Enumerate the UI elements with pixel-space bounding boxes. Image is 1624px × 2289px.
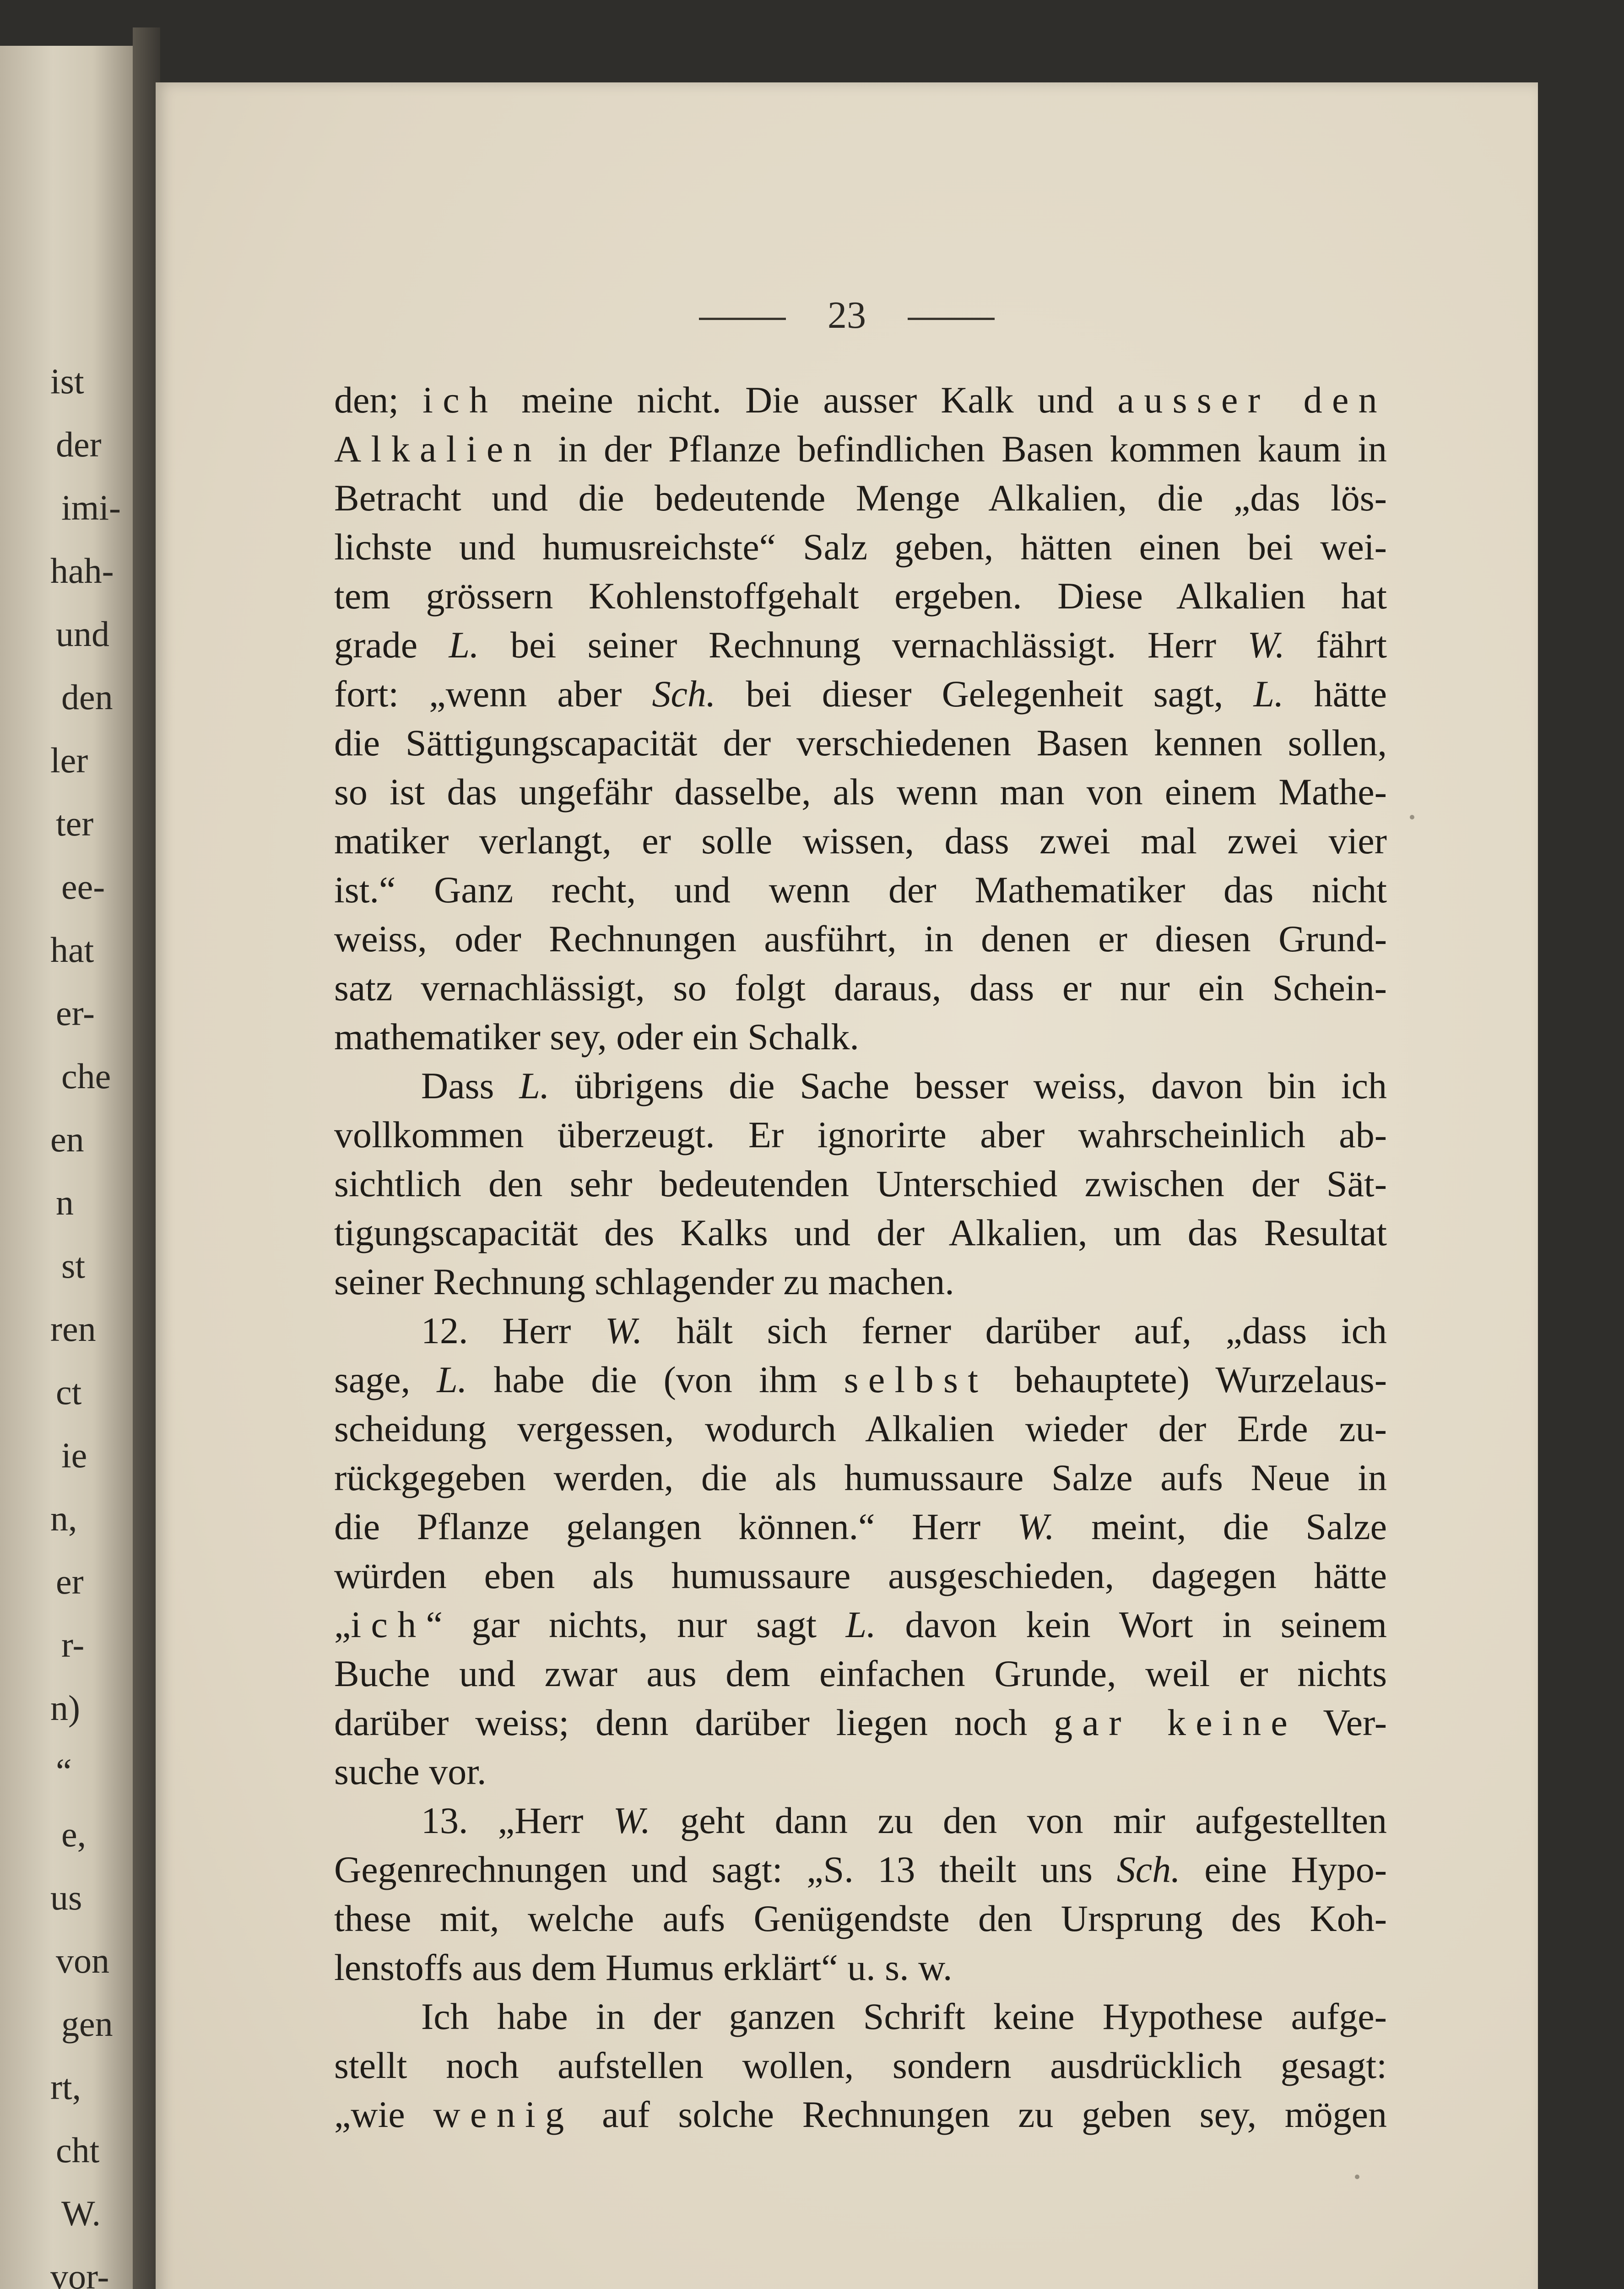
- italic-text: W.: [613, 1800, 650, 1841]
- text-line: [334, 767, 1387, 816]
- adjacent-page-fragment: er: [56, 1562, 84, 1601]
- text-run: Betracht und die bedeutende Menge Alkalien, die „das lös-: [334, 477, 1387, 519]
- header-rule-left: [699, 318, 786, 320]
- adjacent-page-fragment: us: [50, 1877, 82, 1917]
- text-line: [334, 816, 1387, 865]
- text-line: [334, 1208, 1387, 1257]
- text-run: auf solche Rechnungen zu geben sey, mögen: [574, 2094, 1387, 2135]
- adjacent-page-fragment: gen: [61, 2004, 113, 2044]
- adjacent-page-fragment: en: [50, 1119, 84, 1159]
- text-line: [334, 375, 1387, 424]
- text-line: [334, 1992, 1387, 2041]
- text-line: [334, 1502, 1387, 1551]
- body-text: [334, 375, 1387, 2139]
- header-rule-right: [908, 318, 995, 320]
- adjacent-page-fragment: ie: [61, 1435, 87, 1475]
- text-line: [334, 1943, 1387, 1992]
- text-line: [334, 1110, 1387, 1159]
- adjacent-page-fragment: hat: [50, 930, 94, 970]
- text-run: behauptete) Wurzelaus-: [988, 1359, 1387, 1400]
- adjacent-page-fragment: von: [56, 1941, 109, 1980]
- text-line: [334, 2041, 1387, 2090]
- text-run: Ver-: [1297, 1702, 1387, 1743]
- spaced-text: Alkalien: [334, 428, 541, 470]
- adjacent-page-fragment: den: [61, 677, 113, 717]
- italic-text: Sch.: [1116, 1849, 1180, 1890]
- paper-speck: [1410, 815, 1414, 819]
- text-run: lenstoffs aus dem Humus erklärt“ u. s. w.: [334, 1947, 953, 1988]
- text-line: [334, 1894, 1387, 1943]
- text-run: matiker verlangt, er solle wissen, dass zwei mal zwei vier: [334, 820, 1387, 862]
- italic-text: L.: [845, 1604, 876, 1645]
- spaced-text: wenig: [433, 2094, 574, 2135]
- text-run: grade: [334, 624, 449, 666]
- adjacent-page-fragment: vor-: [50, 2256, 109, 2289]
- text-line: [334, 669, 1387, 718]
- adjacent-page-fragment: ee-: [61, 867, 105, 906]
- adjacent-page-fragment: r-: [61, 1625, 85, 1665]
- text-run: davon kein Wort in seinem: [876, 1604, 1387, 1645]
- text-run: mathematiker sey, oder ein Schalk.: [334, 1016, 859, 1058]
- text-line: [334, 571, 1387, 620]
- text-line: [334, 1453, 1387, 1502]
- text-line: [334, 1796, 1387, 1845]
- text-line: [334, 2090, 1387, 2139]
- adjacent-page-fragment: rt,: [50, 2067, 81, 2107]
- spaced-text: ich: [422, 379, 498, 421]
- text-run: den;: [334, 379, 423, 421]
- text-run: lichste und humusreichste“ Salz geben, hätten einen bei wei-: [334, 526, 1387, 568]
- text-line: [334, 1649, 1387, 1698]
- text-run: sage,: [334, 1359, 437, 1400]
- adjacent-page-fragment: ren: [50, 1309, 96, 1349]
- adjacent-page-fragment: er-: [56, 993, 95, 1033]
- text-run: sichtlich den sehr bedeutenden Unterschied zwischen der Sät-: [334, 1163, 1387, 1204]
- text-line: [334, 1061, 1387, 1110]
- text-run: suche vor.: [334, 1751, 487, 1792]
- text-run: hätte: [1283, 673, 1387, 715]
- text-run: tem grössern Kohlenstoffgehalt ergeben. Diese Alkalien hat: [334, 575, 1387, 617]
- italic-text: L.: [1253, 673, 1284, 715]
- adjacent-page-fragment: W.: [61, 2193, 101, 2233]
- text-line: [334, 1012, 1387, 1061]
- text-run: die Sättigungscapacität der verschiedenen Basen kennen sollen,: [334, 722, 1387, 764]
- adjacent-page-fragment: n): [50, 1688, 80, 1728]
- text-line: [334, 620, 1387, 669]
- text-run: stellt noch aufstellen wollen, sondern ausdrücklich gesagt:: [334, 2045, 1387, 2086]
- adjacent-page-fragment: hah-: [50, 551, 114, 591]
- text-run: übrigens die Sache besser weiss, davon bin ich: [549, 1065, 1387, 1107]
- spaced-text: ausser den: [1117, 379, 1387, 421]
- text-line: [334, 1257, 1387, 1306]
- text-run: in der Pflanze befindlichen Basen kommen kaum in: [541, 428, 1387, 470]
- spaced-text: ich: [351, 1604, 426, 1645]
- italic-text: W.: [605, 1310, 643, 1351]
- page-number: 23: [828, 294, 866, 336]
- text-run: 12. Herr: [421, 1310, 606, 1351]
- text-line: [334, 522, 1387, 571]
- italic-text: W.: [1017, 1506, 1055, 1547]
- page-header: [156, 293, 1538, 348]
- text-run: darüber weiss; denn darüber liegen noch: [334, 1702, 1054, 1743]
- text-line: [334, 1698, 1387, 1747]
- text-line: [334, 1159, 1387, 1208]
- adjacent-page-fragment: ist: [50, 361, 84, 401]
- text-run: rückgegeben werden, die als humussaure Salze aufs Neue in: [334, 1457, 1387, 1498]
- text-line: [334, 718, 1387, 767]
- text-run: würden eben als humussaure ausgeschieden, dagegen hätte: [334, 1555, 1387, 1596]
- text-run: Gegenrechnungen und sagt: „S. 13 theilt uns: [334, 1849, 1117, 1890]
- text-run: vollkommen überzeugt. Er ignorirte aber wahrscheinlich ab-: [334, 1114, 1387, 1155]
- text-line: [334, 424, 1387, 473]
- adjacent-page-fragment: ct: [56, 1372, 82, 1412]
- adjacent-page-fragment: e,: [61, 1814, 87, 1854]
- text-run: ist.“ Ganz recht, und wenn der Mathematiker das nicht: [334, 869, 1387, 911]
- italic-text: L.: [519, 1065, 550, 1107]
- text-line: [334, 963, 1387, 1012]
- text-run: Dass: [421, 1065, 520, 1107]
- adjacent-page-fragment: che: [61, 1056, 111, 1096]
- text-line: [334, 473, 1387, 522]
- book-page: [156, 82, 1538, 2289]
- text-line: [334, 1600, 1387, 1649]
- text-line: [334, 1404, 1387, 1453]
- adjacent-page-fragment: “: [56, 1751, 72, 1791]
- text-run: Ich habe in der ganzen Schrift keine Hypothese aufge-: [421, 1996, 1387, 2037]
- text-run: satz vernachlässigt, so folgt daraus, dass er nur ein Schein-: [334, 967, 1387, 1009]
- text-line: [334, 914, 1387, 963]
- spaced-text: gar keine: [1054, 1702, 1298, 1743]
- text-run: so ist das ungefähr dasselbe, als wenn man von einem Mathe-: [334, 771, 1387, 813]
- text-run: hält sich ferner darüber auf, „dass ich: [642, 1310, 1387, 1351]
- adjacent-page-fragment: n: [56, 1182, 74, 1222]
- text-run: 13. „Herr: [421, 1800, 613, 1841]
- text-run: fährt: [1284, 624, 1387, 666]
- text-run: these mit, welche aufs Genügendste den Ursprung des Koh-: [334, 1898, 1387, 1939]
- adjacent-page-fragment: st: [61, 1246, 86, 1286]
- text-line: [334, 1747, 1387, 1796]
- text-run: eine Hypo-: [1180, 1849, 1387, 1890]
- text-run: meint, die Salze: [1054, 1506, 1387, 1547]
- italic-text: L.: [437, 1359, 467, 1400]
- italic-text: L.: [449, 624, 479, 666]
- paper-speck: [1355, 2175, 1359, 2179]
- text-run: geht dann zu den von mir aufgestellten: [650, 1800, 1387, 1841]
- adjacent-page-fragment: cht: [56, 2130, 100, 2170]
- text-run: “ gar nichts, nur sagt: [426, 1604, 846, 1645]
- text-run: habe die (von ihm: [467, 1359, 844, 1400]
- text-run: scheidung vergessen, wodurch Alkalien wieder der Erde zu-: [334, 1408, 1387, 1449]
- adjacent-page-fragment: n,: [50, 1498, 77, 1538]
- text-run: seiner Rechnung schlagender zu machen.: [334, 1261, 954, 1302]
- text-line: [334, 1551, 1387, 1600]
- text-run: „wie: [334, 2094, 433, 2135]
- text-run: tigungscapacität des Kalks und der Alkalien, um das Resultat: [334, 1212, 1387, 1253]
- text-run: Buche und zwar aus dem einfachen Grunde, weil er nichts: [334, 1653, 1387, 1694]
- italic-text: W.: [1247, 624, 1285, 666]
- text-run: die Pflanze gelangen können.“ Herr: [334, 1506, 1018, 1547]
- italic-text: Sch.: [652, 673, 716, 715]
- adjacent-page-fragment: ter: [56, 803, 94, 843]
- text-line: [334, 1355, 1387, 1404]
- adjacent-page-edge: [0, 46, 133, 2289]
- adjacent-page-fragment: imi-: [61, 488, 121, 527]
- text-line: [334, 865, 1387, 914]
- text-run: meine nicht. Die ausser Kalk und: [498, 379, 1118, 421]
- adjacent-page-fragment: der: [56, 424, 102, 464]
- text-run: bei dieser Gelegenheit sagt,: [715, 673, 1254, 715]
- text-line: [334, 1845, 1387, 1894]
- text-run: weiss, oder Rechnungen ausführt, in denen er diesen Grund-: [334, 918, 1387, 960]
- spaced-text: selbst: [844, 1359, 988, 1400]
- text-run: „: [334, 1604, 351, 1645]
- text-run: bei seiner Rechnung vernachlässigt. Herr: [479, 624, 1248, 666]
- adjacent-page-fragment: und: [56, 614, 109, 654]
- text-run: fort: „wenn aber: [334, 673, 652, 715]
- text-line: [334, 1306, 1387, 1355]
- adjacent-page-fragment: ler: [50, 740, 88, 780]
